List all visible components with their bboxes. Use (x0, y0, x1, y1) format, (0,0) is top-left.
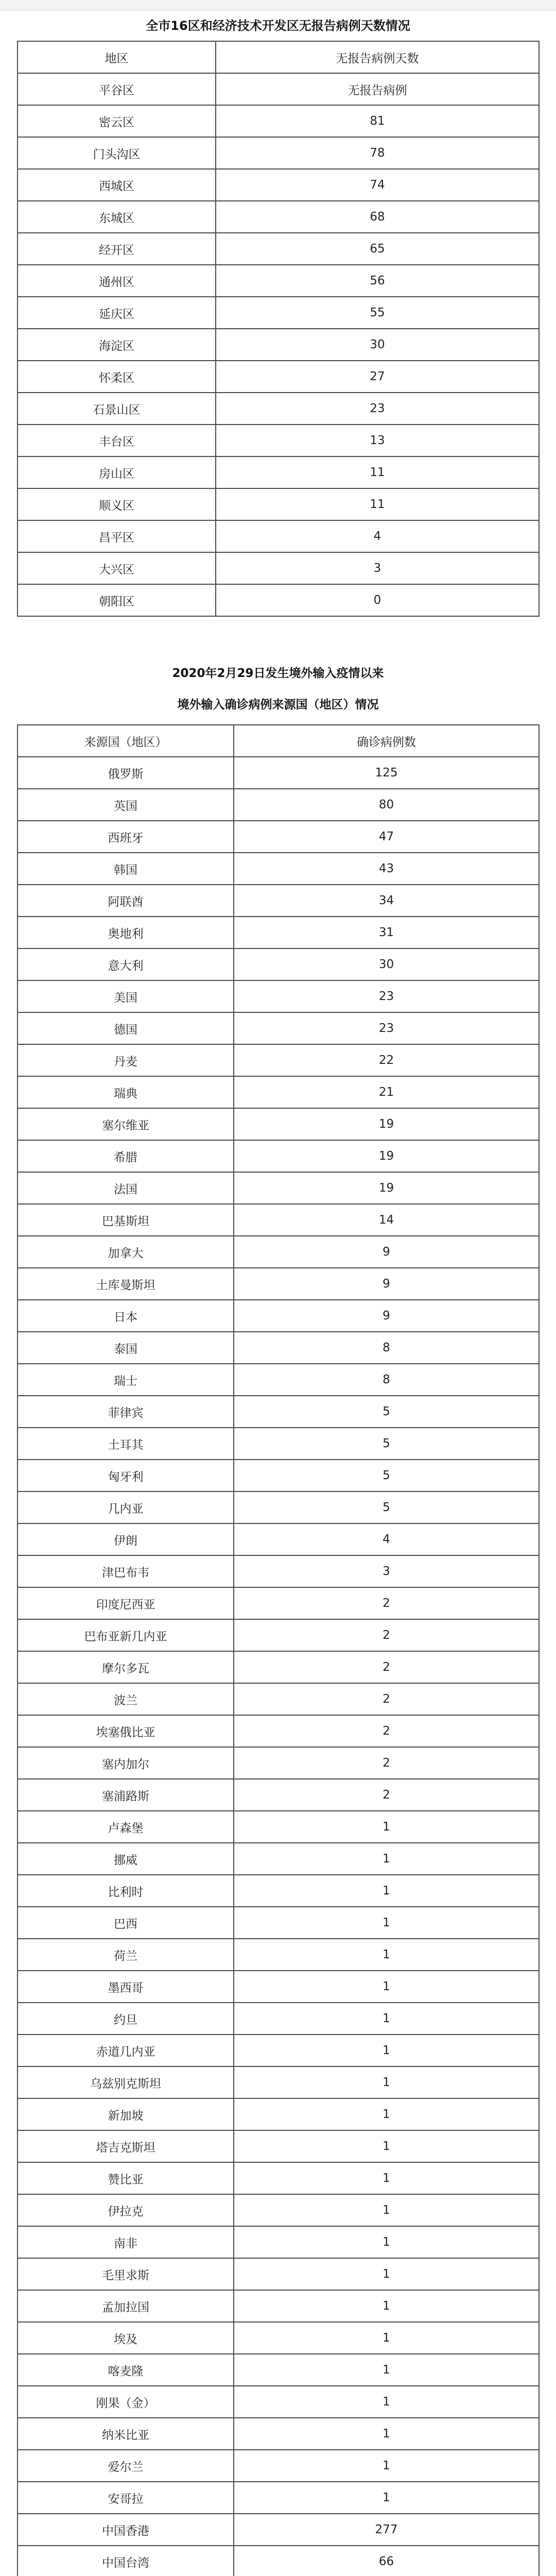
region-cell: 奥地利 (18, 917, 234, 948)
region-cell: 韩国 (18, 853, 234, 885)
value-cell: 2 (234, 1683, 539, 1715)
region-cell: 西城区 (18, 169, 216, 201)
region-cell: 比利时 (18, 1875, 234, 1907)
table-row (18, 2130, 539, 2162)
table-row (18, 2418, 539, 2450)
table-row (18, 1907, 539, 1939)
table-row (18, 821, 539, 853)
value-cell: 5 (234, 1492, 539, 1523)
region-cell: 经开区 (18, 233, 216, 265)
value-cell: 56 (216, 265, 539, 297)
table-row (18, 1651, 539, 1683)
value-cell: 1 (234, 2162, 539, 2194)
table-row (18, 2035, 539, 2066)
value-cell: 43 (234, 853, 539, 885)
table-row (18, 2162, 539, 2194)
value-cell: 13 (216, 425, 539, 456)
value-cell: 1 (234, 2418, 539, 2450)
table-row (18, 584, 539, 616)
no-case-days-table (17, 41, 540, 617)
region-cell: 赞比亚 (18, 2162, 234, 2194)
value-cell: 27 (216, 361, 539, 393)
table-row (18, 1875, 539, 1907)
value-cell: 23 (234, 1012, 539, 1044)
value-cell: 19 (234, 1108, 539, 1140)
table-row (18, 1140, 539, 1172)
value-cell: 66 (234, 2546, 539, 2576)
region-cell: 伊朗 (18, 1523, 234, 1555)
table-row (18, 1779, 539, 1811)
table-row (18, 1428, 539, 1460)
value-cell: 1 (234, 2035, 539, 2066)
value-cell: 1 (234, 1971, 539, 2003)
table-row (18, 1843, 539, 1875)
region-cell: 土耳其 (18, 1428, 234, 1460)
region-cell: 伊拉克 (18, 2194, 234, 2226)
region-cell: 塞尔维亚 (18, 1108, 234, 1140)
region-cell: 几内亚 (18, 1492, 234, 1523)
table-row (18, 2226, 539, 2258)
table-row (18, 1108, 539, 1140)
region-cell: 英国 (18, 789, 234, 821)
region-cell: 东城区 (18, 201, 216, 233)
region-cell: 房山区 (18, 456, 216, 488)
region-cell: 荷兰 (18, 1939, 234, 1971)
region-cell: 丰台区 (18, 425, 216, 456)
table-row (18, 1268, 539, 1300)
table-row (18, 1300, 539, 1332)
region-cell: 巴基斯坦 (18, 1204, 234, 1236)
table-row (18, 137, 539, 169)
region-cell: 埃塞俄比亚 (18, 1715, 234, 1747)
region-cell: 巴西 (18, 1907, 234, 1939)
table-row (18, 2003, 539, 2035)
region-cell: 美国 (18, 980, 234, 1012)
table-row (18, 552, 539, 584)
table-row (18, 1715, 539, 1747)
region-cell: 匈牙利 (18, 1460, 234, 1492)
table-row (18, 520, 539, 552)
table-row (18, 1492, 539, 1523)
table2-title-line2: 境外输入确诊病例来源国（地区）情况 (177, 698, 379, 711)
table-row (18, 169, 539, 201)
table-row (18, 233, 539, 265)
value-cell: 8 (234, 1332, 539, 1364)
table-row (18, 1012, 539, 1044)
region-cell: 泰国 (18, 1332, 234, 1364)
header-cell: 无报告病例天数 (216, 41, 539, 73)
region-cell: 中国台湾 (18, 2546, 234, 2576)
region-cell: 意大利 (18, 948, 234, 980)
value-cell: 14 (234, 1204, 539, 1236)
table-row (18, 361, 539, 393)
value-cell: 78 (216, 137, 539, 169)
region-cell: 喀麦隆 (18, 2354, 234, 2386)
table-row (18, 2194, 539, 2226)
region-cell: 新加坡 (18, 2098, 234, 2130)
table-row (18, 2482, 539, 2514)
value-cell: 0 (216, 584, 539, 616)
table-row (18, 1811, 539, 1843)
region-cell: 顺义区 (18, 488, 216, 520)
table-row (18, 2386, 539, 2418)
table-header-row (18, 41, 539, 73)
value-cell: 1 (234, 1939, 539, 1971)
table-row (18, 2258, 539, 2290)
value-cell: 2 (234, 1619, 539, 1651)
region-cell: 俄罗斯 (18, 757, 234, 789)
table-row (18, 2098, 539, 2130)
region-cell: 乌兹别克斯坦 (18, 2066, 234, 2098)
region-cell: 德国 (18, 1012, 234, 1044)
region-cell: 门头沟区 (18, 137, 216, 169)
table-row (18, 1236, 539, 1268)
value-cell: 65 (216, 233, 539, 265)
region-cell: 孟加拉国 (18, 2290, 234, 2322)
region-cell: 延庆区 (18, 297, 216, 329)
table-row (18, 789, 539, 821)
region-cell: 大兴区 (18, 552, 216, 584)
table-header-row (18, 725, 539, 757)
value-cell: 11 (216, 456, 539, 488)
value-cell: 30 (216, 329, 539, 361)
value-cell: 1 (234, 2194, 539, 2226)
region-cell: 通州区 (18, 265, 216, 297)
value-cell: 11 (216, 488, 539, 520)
region-cell: 约旦 (18, 2003, 234, 2035)
value-cell: 1 (234, 1875, 539, 1907)
value-cell: 1 (234, 2386, 539, 2418)
table-row (18, 2322, 539, 2354)
region-cell: 卢森堡 (18, 1811, 234, 1843)
table-row (18, 1523, 539, 1555)
region-cell: 波兰 (18, 1683, 234, 1715)
table-row (18, 201, 539, 233)
value-cell: 31 (234, 917, 539, 948)
region-cell: 阿联酋 (18, 885, 234, 917)
table-row (18, 948, 539, 980)
value-cell: 81 (216, 105, 539, 137)
region-cell: 法国 (18, 1172, 234, 1204)
table-row (18, 329, 539, 361)
table-row (18, 456, 539, 488)
imported-cases-table (17, 724, 540, 2576)
value-cell: 277 (234, 2514, 539, 2546)
table-row (18, 265, 539, 297)
region-cell: 海淀区 (18, 329, 216, 361)
value-cell: 2 (234, 1587, 539, 1619)
table-row (18, 2546, 539, 2576)
region-cell: 爱尔兰 (18, 2450, 234, 2482)
table-row (18, 2290, 539, 2322)
value-cell: 9 (234, 1300, 539, 1332)
table1-title: 全市16区和经济技术开发区无报告病例天数情况 (146, 19, 410, 33)
value-cell: 2 (234, 1747, 539, 1779)
region-cell: 毛里求斯 (18, 2258, 234, 2290)
value-cell: 5 (234, 1396, 539, 1428)
region-cell: 巴布亚新几内亚 (18, 1619, 234, 1651)
table-row (18, 885, 539, 917)
table-row (18, 1747, 539, 1779)
table-row (18, 425, 539, 456)
region-cell: 昌平区 (18, 520, 216, 552)
region-cell: 石景山区 (18, 393, 216, 425)
region-cell: 瑞典 (18, 1076, 234, 1108)
value-cell: 1 (234, 2258, 539, 2290)
value-cell: 68 (216, 201, 539, 233)
value-cell: 23 (216, 393, 539, 425)
region-cell: 朝阳区 (18, 584, 216, 616)
value-cell: 1 (234, 1907, 539, 1939)
region-cell: 摩尔多瓦 (18, 1651, 234, 1683)
value-cell: 8 (234, 1364, 539, 1396)
table-row (18, 757, 539, 789)
value-cell: 1 (234, 2066, 539, 2098)
region-cell: 菲律宾 (18, 1396, 234, 1428)
table-row (18, 2450, 539, 2482)
value-cell: 1 (234, 1843, 539, 1875)
value-cell: 55 (216, 297, 539, 329)
region-cell: 津巴布韦 (18, 1555, 234, 1587)
header-cell: 来源国（地区） (18, 725, 234, 757)
region-cell: 安哥拉 (18, 2482, 234, 2514)
header-cell: 确诊病例数 (234, 725, 539, 757)
table-row (18, 917, 539, 948)
table-row (18, 1044, 539, 1076)
region-cell: 印度尼西亚 (18, 1587, 234, 1619)
table-row (18, 1204, 539, 1236)
table-row (18, 2354, 539, 2386)
value-cell: 23 (234, 980, 539, 1012)
value-cell: 2 (234, 1651, 539, 1683)
table2-title-line1: 2020年2月29日发生境外输入疫情以来 (172, 667, 384, 680)
region-cell: 埃及 (18, 2322, 234, 2354)
region-cell: 赤道几内亚 (18, 2035, 234, 2066)
table-row (18, 105, 539, 137)
value-cell: 1 (234, 1811, 539, 1843)
value-cell: 1 (234, 2226, 539, 2258)
table-row (18, 1364, 539, 1396)
table-row (18, 393, 539, 425)
table-row (18, 1619, 539, 1651)
region-cell: 塞内加尔 (18, 1747, 234, 1779)
region-cell: 挪威 (18, 1843, 234, 1875)
value-cell: 1 (234, 2322, 539, 2354)
value-cell: 1 (234, 2354, 539, 2386)
region-cell: 墨西哥 (18, 1971, 234, 2003)
value-cell: 5 (234, 1460, 539, 1492)
region-cell: 平谷区 (18, 73, 216, 105)
table-row (18, 2514, 539, 2546)
value-cell: 无报告病例 (216, 73, 539, 105)
region-cell: 纳米比亚 (18, 2418, 234, 2450)
table-row (18, 1683, 539, 1715)
value-cell: 1 (234, 2003, 539, 2035)
table-row (18, 1076, 539, 1108)
region-cell: 怀柔区 (18, 361, 216, 393)
value-cell: 34 (234, 885, 539, 917)
value-cell: 3 (216, 552, 539, 584)
top-bar (0, 0, 556, 11)
value-cell: 1 (234, 2130, 539, 2162)
value-cell: 1 (234, 2098, 539, 2130)
value-cell: 1 (234, 2290, 539, 2322)
value-cell: 19 (234, 1172, 539, 1204)
table-row (18, 1460, 539, 1492)
region-cell: 塔吉克斯坦 (18, 2130, 234, 2162)
header-cell: 地区 (18, 41, 216, 73)
region-cell: 密云区 (18, 105, 216, 137)
table-row (18, 1332, 539, 1364)
value-cell: 4 (234, 1523, 539, 1555)
table-row (18, 2066, 539, 2098)
value-cell: 125 (234, 757, 539, 789)
value-cell: 1 (234, 2450, 539, 2482)
value-cell: 21 (234, 1076, 539, 1108)
region-cell: 加拿大 (18, 1236, 234, 1268)
region-cell: 丹麦 (18, 1044, 234, 1076)
table-row (18, 1587, 539, 1619)
value-cell: 2 (234, 1779, 539, 1811)
region-cell: 日本 (18, 1300, 234, 1332)
region-cell: 南非 (18, 2226, 234, 2258)
table-row (18, 1172, 539, 1204)
value-cell: 9 (234, 1236, 539, 1268)
table-row (18, 73, 539, 105)
region-cell: 希腊 (18, 1140, 234, 1172)
region-cell: 塞浦路斯 (18, 1779, 234, 1811)
region-cell: 中国香港 (18, 2514, 234, 2546)
table-row (18, 1555, 539, 1587)
value-cell: 30 (234, 948, 539, 980)
region-cell: 西班牙 (18, 821, 234, 853)
value-cell: 4 (216, 520, 539, 552)
value-cell: 80 (234, 789, 539, 821)
table-row (18, 980, 539, 1012)
region-cell: 瑞士 (18, 1364, 234, 1396)
value-cell: 3 (234, 1555, 539, 1587)
table-row (18, 488, 539, 520)
table-row (18, 853, 539, 885)
value-cell: 22 (234, 1044, 539, 1076)
value-cell: 47 (234, 821, 539, 853)
table-row (18, 1396, 539, 1428)
value-cell: 74 (216, 169, 539, 201)
value-cell: 1 (234, 2482, 539, 2514)
value-cell: 19 (234, 1140, 539, 1172)
table-row (18, 297, 539, 329)
region-cell: 刚果（金） (18, 2386, 234, 2418)
table-row (18, 1971, 539, 2003)
value-cell: 5 (234, 1428, 539, 1460)
value-cell: 2 (234, 1715, 539, 1747)
region-cell: 土库曼斯坦 (18, 1268, 234, 1300)
table-row (18, 1939, 539, 1971)
value-cell: 9 (234, 1268, 539, 1300)
